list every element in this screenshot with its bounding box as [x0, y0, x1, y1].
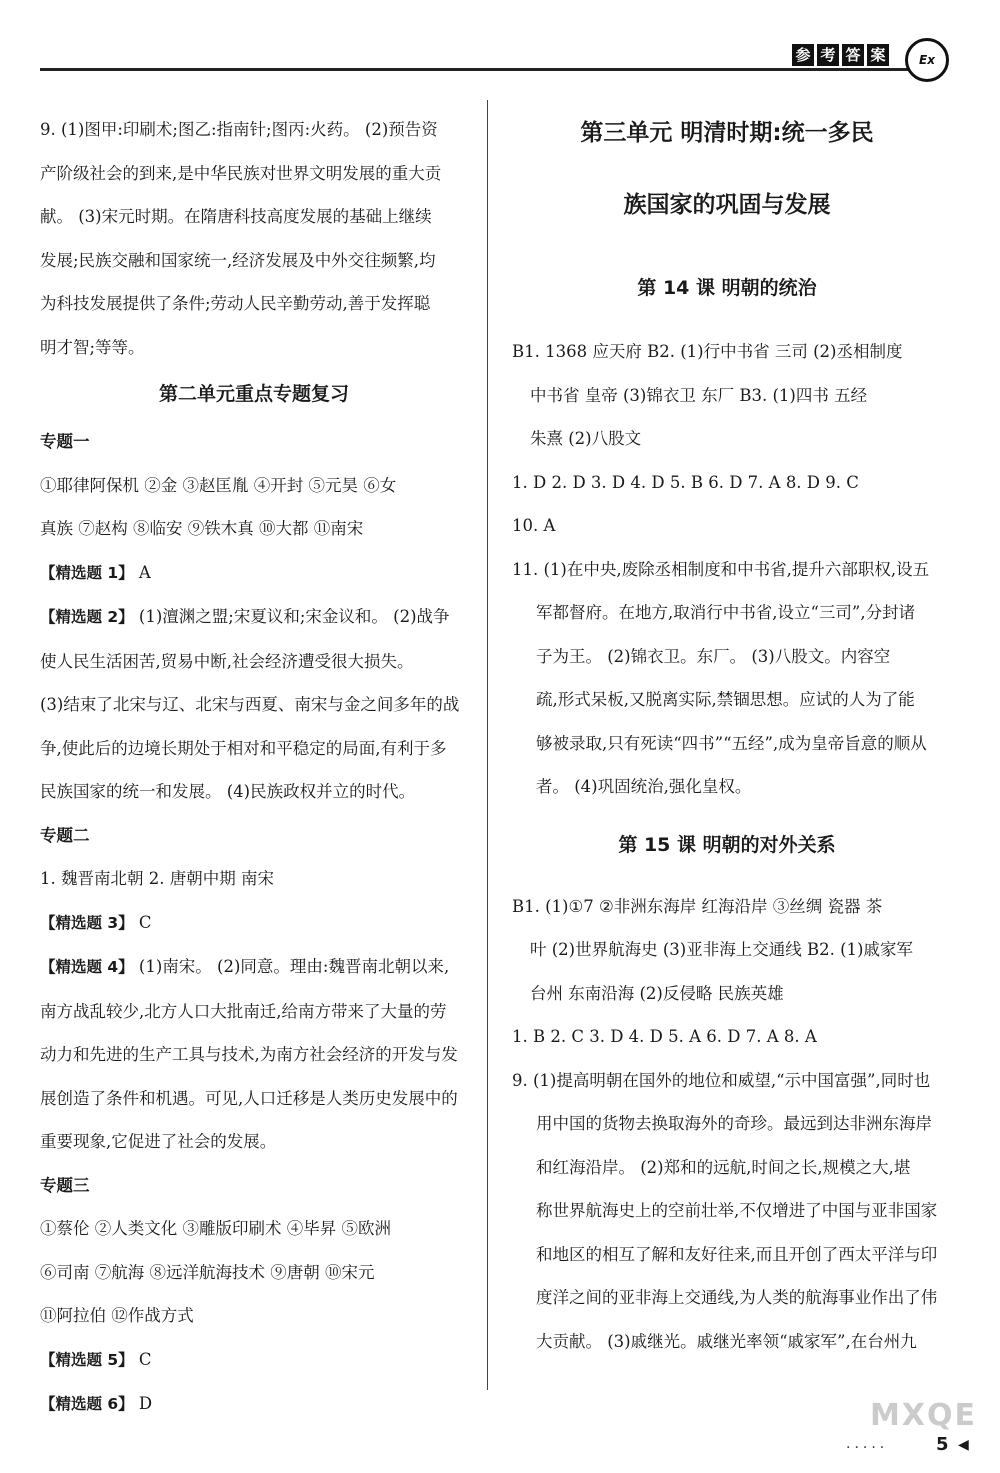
- answer-line: 发展;民族交融和国家统一,经济发展及中外交往频繁,均: [40, 250, 436, 270]
- question-label: 【精选题 6】: [40, 1395, 134, 1413]
- answer-text: D: [133, 1394, 153, 1413]
- answer-line: 9. (1)提高明朝在国外的地位和威望,“示中国富强”,同时也: [512, 1070, 931, 1090]
- header-rule: [40, 68, 910, 71]
- answer-line: 朱熹 (2)八股文: [530, 429, 642, 448]
- answer-line: ①蔡伦 ②人类文化 ③雕版印刷术 ④毕昇 ⑤欧洲: [40, 1219, 391, 1238]
- header-tag-char: 参: [792, 44, 814, 66]
- question-label: 【精选题 2】: [40, 608, 134, 626]
- answer-line: 争,使此后的边境长期处于相对和平稳定的局面,有利于多: [40, 738, 447, 758]
- answer-line: 献。 (3)宋元时期。在隋唐科技高度发展的基础上继续: [40, 207, 432, 226]
- answer-line: 军都督府。在地方,取消行中书省,设立“三司”,分封诸: [536, 603, 916, 622]
- answer-line: 1. D 2. D 3. D 4. D 5. B 6. D 7. A 8. D 9. C: [512, 472, 859, 492]
- answer-line: (3)结束了北宋与辽、北宋与西夏、南宋与金之间多年的战: [40, 695, 460, 714]
- answer-line: 1. 魏晋南北朝 2. 唐朝中期 南宋: [40, 869, 274, 888]
- answer-line: 11. (1)在中央,废除丞相制度和中书省,提升六部职权,设五: [512, 559, 930, 579]
- selected-question-2: [40, 595, 468, 640]
- topic-label: 专题三: [40, 1175, 90, 1195]
- selected-question-3: [40, 901, 468, 946]
- arrow-left-icon: ◀: [958, 1437, 969, 1453]
- page-number: 5: [936, 1434, 949, 1455]
- answer-line: 大贡献。 (3)戚继光。戚继光率领“戚家军”,在台州九: [536, 1331, 917, 1351]
- lesson-title: 第 14 课 明朝的统治: [637, 277, 817, 299]
- answer-line: 叶 (2)世界航海史 (3)亚非海上交通线 B2. (1)戚家军: [530, 940, 913, 959]
- answer-line: ⑥司南 ⑦航海 ⑧远洋航海技术 ⑨唐朝 ⑩宋元: [40, 1262, 375, 1282]
- answer-line: 明才智;等等。: [40, 337, 145, 357]
- section-title: 第二单元重点专题复习: [158, 383, 349, 405]
- watermark: MXQE: [870, 1398, 977, 1433]
- answer-line: 为科技发展提供了条件;劳动人民辛勤劳动,善于发挥聪: [40, 294, 431, 313]
- answer-line: B1. 1368 应天府 B2. (1)行中书省 三司 (2)丞相制度: [512, 342, 903, 361]
- selected-question-4: [40, 945, 468, 990]
- answer-line: B1. (1)①7 ②非洲东海岸 红海沿岸 ③丝绸 瓷器 茶: [512, 896, 883, 916]
- question-label: 【精选题 1】: [40, 563, 134, 582]
- answer-line: ⑪阿拉伯 ⑫作战方式: [40, 1306, 194, 1325]
- answer-text: A: [133, 562, 151, 582]
- answer-line: 度洋之间的亚非海上交通线,为人类的航海事业作出了伟: [536, 1288, 938, 1307]
- right-column: [512, 108, 942, 1363]
- page-dots: ·····: [846, 1440, 889, 1456]
- answer-line: 和红海沿岸。 (2)郑和的远航,时间之长,规模之大,堪: [536, 1157, 911, 1177]
- lesson-title: 第 15 课 明朝的对外关系: [618, 833, 836, 856]
- answer-line: 够被录取,只有死读“四书”“五经”,成为皇帝旨意的顺从: [536, 733, 927, 753]
- topic-label: 专题二: [40, 825, 90, 845]
- answer-line: 者。 (4)巩固统治,强化皇权。: [536, 777, 752, 796]
- column-divider: [487, 100, 488, 1390]
- answer-line: ①耶律阿保机 ②金 ③赵匡胤 ④开封 ⑤元昊 ⑥女: [40, 475, 397, 495]
- topic-label: 专题一: [40, 432, 90, 451]
- header-tag-char: 答: [842, 44, 864, 66]
- question-label: 【精选题 4】: [40, 958, 134, 976]
- header-tag-char: 考: [817, 44, 839, 66]
- answer-line: 产阶级社会的到来,是中华民族对世界文明发展的重大贡: [40, 163, 442, 183]
- answer-text: (1)南宋。 (2)同意。理由:魏晋南北朝以来,: [133, 957, 450, 976]
- answer-line: 称世界航海史上的空前壮举,不仅增进了中国与亚非国家: [536, 1201, 938, 1220]
- answer-line: 南方战乱较少,北方人口大批南迁,给南方带来了大量的劳: [40, 1001, 447, 1021]
- logo-text: Ex: [919, 53, 935, 67]
- unit-title: 第三单元 明清时期:统一多民: [580, 120, 874, 146]
- left-column: [40, 108, 468, 1427]
- answer-text: (1)澶渊之盟;宋夏议和;宋金议和。 (2)战争: [133, 607, 450, 626]
- answer-line: 10. A: [512, 516, 556, 535]
- answer-line: 1. B 2. C 3. D 4. D 5. A 6. D 7. A 8. A: [512, 1027, 817, 1046]
- answer-text: C: [133, 912, 152, 932]
- answer-line: 使人民生活困苦,贸易中断,社会经济遭受很大损失。: [40, 651, 414, 671]
- answer-line: 民族国家的统一和发展。 (4)民族政权并立的时代。: [40, 782, 416, 801]
- answer-line: 动力和先进的生产工具与技术,为南方社会经济的开发与发: [40, 1045, 458, 1064]
- selected-question-6: [40, 1382, 468, 1427]
- answer-line: 用中国的货物去换取海外的奇珍。最远到达非洲东海岸: [536, 1114, 932, 1133]
- header-answer-tag: [792, 44, 889, 66]
- header-tag-char: 案: [867, 44, 889, 66]
- unit-title: 族国家的巩固与发展: [623, 192, 831, 218]
- answer-line: 子为王。 (2)锦衣卫。东厂。 (3)八股文。内容空: [536, 646, 891, 666]
- answer-line: 9. (1)图甲:印刷术;图乙:指南针;图丙:火药。 (2)预告资: [40, 120, 438, 139]
- selected-question-1: [40, 551, 468, 596]
- answer-line: 和地区的相互了解和友好往来,而且开创了西太平洋与印: [536, 1244, 938, 1264]
- question-label: 【精选题 5】: [40, 1350, 134, 1369]
- answer-line: 台州 东南沿海 (2)反侵略 民族英雄: [530, 983, 784, 1003]
- answer-line: 重要现象,它促进了社会的发展。: [40, 1132, 277, 1151]
- answer-line: 真族 ⑦赵构 ⑧临安 ⑨铁木真 ⑩大都 ⑪南宋: [40, 519, 364, 538]
- question-label: 【精选题 3】: [40, 913, 134, 932]
- publisher-logo: [905, 38, 949, 82]
- answer-text: C: [133, 1349, 152, 1369]
- selected-question-5: [40, 1338, 468, 1383]
- answer-line: 展创造了条件和机遇。可见,人口迁移是人类历史发展中的: [40, 1088, 458, 1108]
- answer-line: 疏,形式呆板,又脱离实际,禁锢思想。应试的人为了能: [536, 690, 915, 709]
- answer-line: 中书省 皇帝 (3)锦衣卫 东厂 B3. (1)四书 五经: [530, 385, 868, 405]
